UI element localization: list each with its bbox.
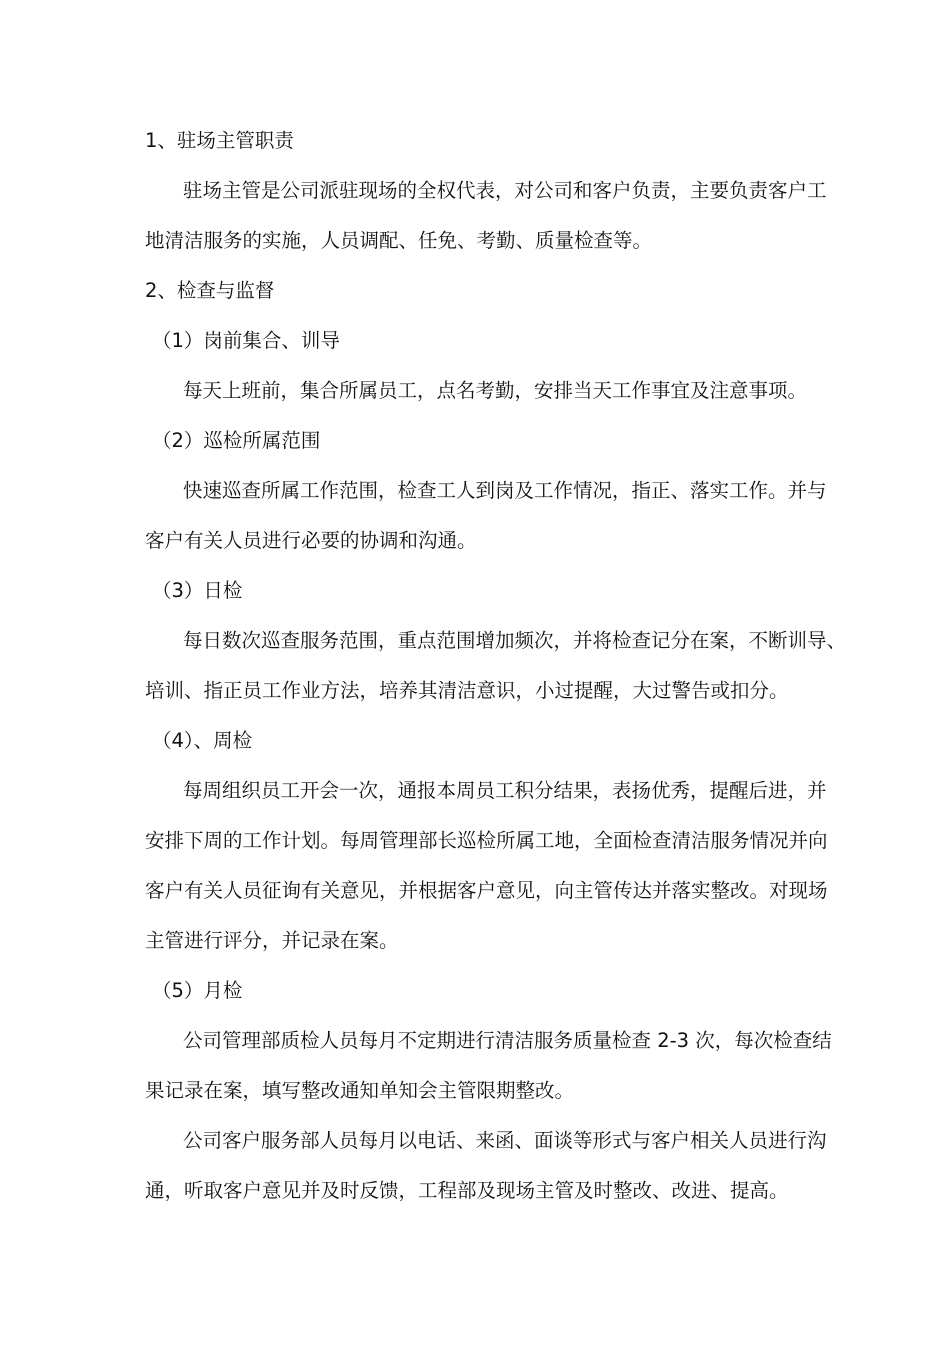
paragraph-line: 客户有关人员进行必要的协调和沟通。 <box>145 529 477 552</box>
subsection-heading: （5）月检 <box>152 979 243 1002</box>
paragraph-line: 公司客户服务部人员每月以电话、来函、面谈等形式与客户相关人员进行沟 <box>183 1129 827 1152</box>
paragraph-line: 客户有关人员征询有关意见，并根据客户意见，向主管传达并落实整改。对现场 <box>145 879 828 902</box>
subsection-heading: （2）巡检所属范围 <box>152 429 321 452</box>
section-heading-2: 2、检查与监督 <box>145 279 275 302</box>
paragraph-line: 安排下周的工作计划。每周管理部长巡检所属工地，全面检查清洁服务情况并向 <box>145 829 828 852</box>
paragraph-line: 通，听取客户意见并及时反馈，工程部及现场主管及时整改、改进、提高。 <box>145 1179 789 1202</box>
paragraph-line: 快速巡查所属工作范围，检查工人到岗及工作情况，指正、落实工作。并与 <box>183 479 827 502</box>
subsection-heading: （1）岗前集合、训导 <box>152 329 340 352</box>
section-heading-1: 1、驻场主管职责 <box>145 129 294 152</box>
paragraph-line: 地清洁服务的实施，人员调配、任免、考勤、质量检查等。 <box>145 229 653 252</box>
subsection-heading: （4）、周检 <box>152 729 253 752</box>
paragraph-line: 驻场主管是公司派驻现场的全权代表，对公司和客户负责，主要负责客户工 <box>183 179 827 202</box>
paragraph-line: 果记录在案，填写整改通知单知会主管限期整改。 <box>145 1079 575 1102</box>
subsection-heading: （3）日检 <box>152 579 243 602</box>
paragraph-line: 主管进行评分，并记录在案。 <box>145 929 399 952</box>
paragraph-line: 每日数次巡查服务范围，重点范围增加频次，并将检查记分在案，不断训导、 <box>183 629 847 652</box>
paragraph-line: 培训、指正员工作业方法，培养其清洁意识，小过提醒，大过警告或扣分。 <box>145 679 789 702</box>
paragraph-line: 每周组织员工开会一次，通报本周员工积分结果，表扬优秀，提醒后进，并 <box>183 779 827 802</box>
paragraph-line: 每天上班前，集合所属员工，点名考勤，安排当天工作事宜及注意事项。 <box>183 379 808 402</box>
paragraph-line: 公司管理部质检人员每月不定期进行清洁服务质量检查 2-3 次，每次检查结 <box>183 1029 832 1052</box>
